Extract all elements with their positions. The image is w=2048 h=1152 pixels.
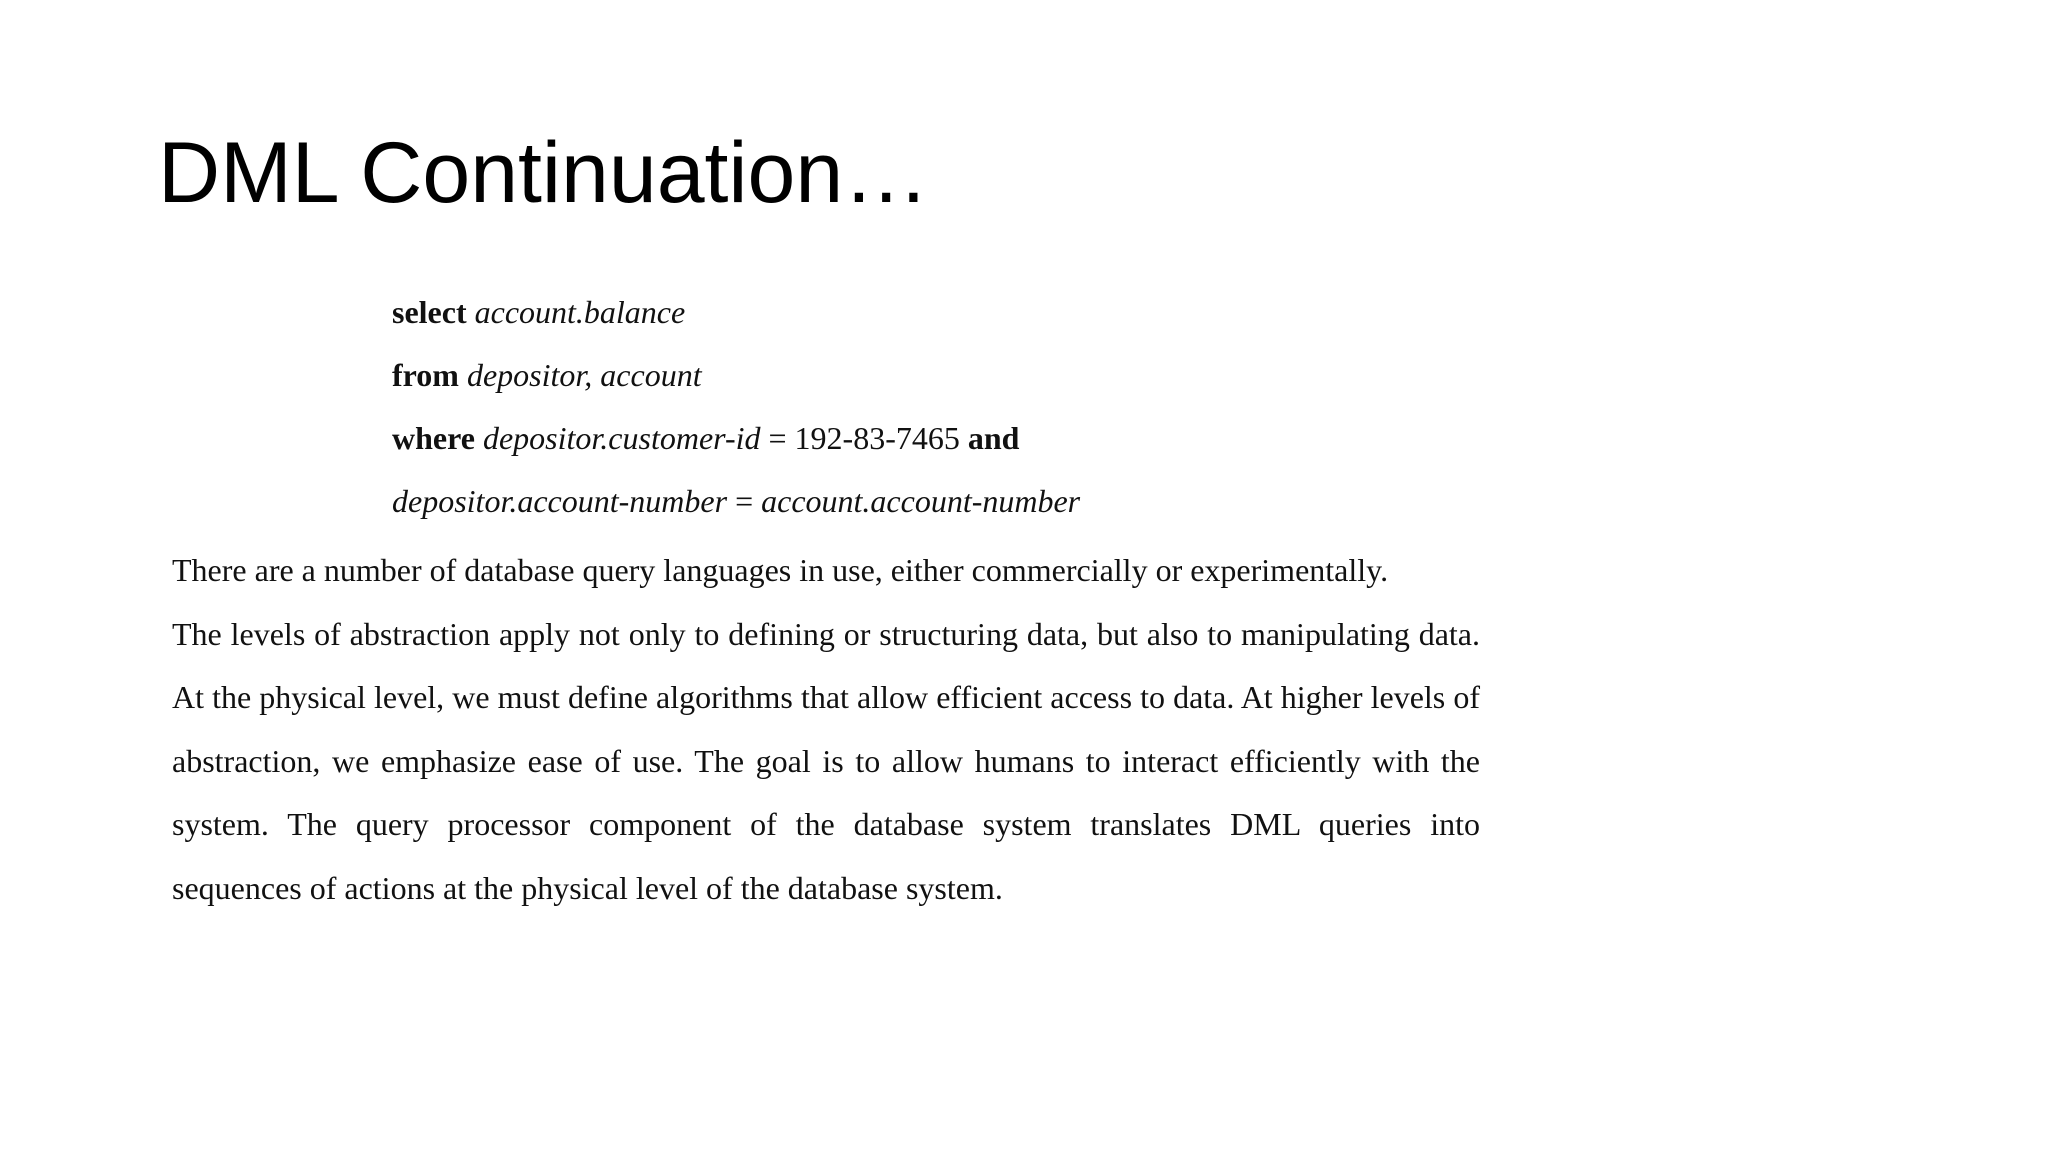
sql-from-expression: depositor, account [466,357,702,393]
paragraph-levels-of-abstraction: The levels of abstraction apply not only to defining or structuring data, but also to manipulating data. At the physical level, we must define algorithms that allow efficient access to data. At higher levels of abstraction, we emphasize ease of use. The goal is to allow humans to interact efficiently with the system. The query processor component of the database system translates DML queries into sequences of actions at the physical level of the database system. [172,615,1480,906]
sql-keyword-and: and [967,420,1020,456]
sql-join-operator: = [735,483,754,519]
sql-from-line [392,350,1480,413]
sql-keyword-select: select [392,294,467,330]
sql-query-block [172,287,1480,539]
sql-where-line [392,413,1480,476]
sql-select-line [392,287,1480,350]
sql-keyword-from: from [392,357,459,393]
slide-title: DML Continuation… [158,125,930,221]
sql-select-expression: account.balance [474,294,686,330]
sql-equals-operator: = [768,420,787,456]
sql-where-expression: depositor.customer-id [482,420,761,456]
slide-content [172,287,1480,920]
sql-join-right: account.account-number [761,483,1081,519]
sql-where-value: 192-83-7465 [794,420,960,456]
sql-join-condition-line [392,476,1480,539]
paragraph-query-languages: There are a number of database query languages in use, either commercially or experimentally. [172,552,1389,588]
sql-join-left: depositor.account-number [392,483,728,519]
sql-keyword-where: where [392,420,475,456]
